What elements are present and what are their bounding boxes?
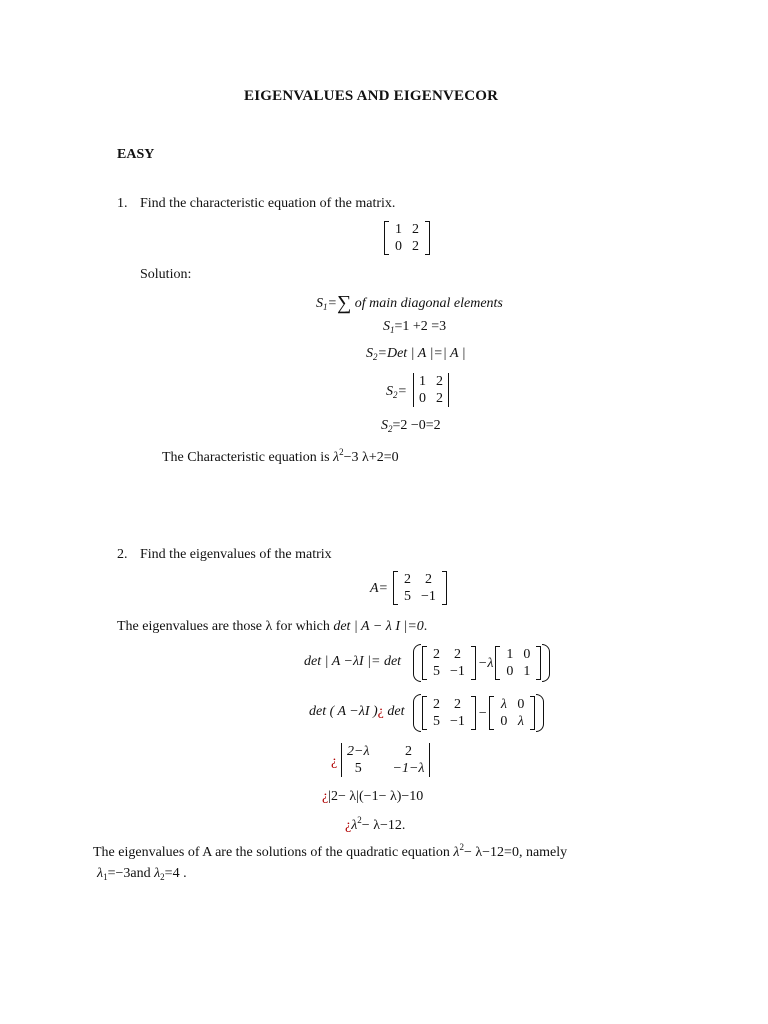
det-line-1-lhs: det | A −λI |= det	[304, 654, 402, 669]
namely-text: , namely	[518, 845, 568, 860]
matrix-cell: 0	[506, 664, 514, 679]
s2-determinant	[412, 373, 450, 407]
matrix-cell: −1	[450, 714, 465, 729]
matrix-cell: −1	[450, 664, 465, 679]
and-text: and	[130, 866, 151, 881]
s2-det-word: Det	[386, 346, 408, 361]
det-line-2-rhs: 2 2 5 −1 − λ 0 0 λ	[412, 696, 545, 730]
s1-calculation: $S_1=1 +2 =3$	[383, 319, 447, 335]
s2-determinant-label: $S_2=$	[386, 384, 407, 400]
matrix-cell: 1	[419, 374, 426, 389]
det-line-4	[322, 789, 423, 805]
intro-text: The eigenvalues are those λ for which	[117, 619, 330, 634]
question-1-text: Find the characteristic equation of the matrix.	[140, 196, 396, 211]
solution-label: Solution:	[140, 267, 192, 282]
section-heading: EASY	[117, 147, 155, 162]
matrix-cell: 0	[517, 697, 525, 712]
matrix-cell: 2	[453, 697, 461, 712]
matrix-cell: 2	[424, 572, 432, 587]
conclusion-text: The eigenvalues of A are the solutions of the quadratic equation	[93, 845, 450, 860]
intro-math: det | A − λ I |=0	[333, 619, 424, 634]
missing-glyph-3: ¿	[331, 754, 338, 769]
char-eq-lambda: λ	[333, 450, 340, 465]
missing-glyph-4: ¿	[322, 789, 329, 804]
matrix-cell: 2	[404, 572, 411, 587]
s1-definition: $S_1=\sum$ of main diagonal elements	[316, 292, 503, 314]
question-2-number: 2.	[117, 547, 128, 562]
matrix-cell: 1	[523, 664, 531, 679]
matrix-cell: 2	[433, 697, 440, 712]
lambda2-value: =4	[164, 866, 180, 881]
q1-matrix	[384, 221, 430, 255]
matrix-cell: 2	[453, 647, 461, 662]
s1-calc-value: =1 +2 =3	[394, 319, 447, 334]
conclusion-eq: − λ−12=0	[463, 845, 519, 860]
det-line-2-expr: det ( A −λI )	[309, 704, 378, 719]
matrix-cell: λ	[500, 697, 507, 712]
matrix-cell: 5	[433, 714, 440, 729]
question-2-text: Find the eigenvalues of the matrix	[140, 547, 332, 562]
matrix-cell: 0	[523, 647, 531, 662]
matrix-cell: 2	[436, 391, 443, 406]
matrix-cell: 5	[404, 589, 411, 604]
characteristic-equation: The Characteristic equation is $\lambda^2-3$ λ+2=0	[162, 447, 399, 465]
s1-definition-tail: of main diagonal elements	[354, 296, 503, 311]
conclusion-line-2: $\lambda_1=-3and$ $\lambda_2=4$ .	[97, 866, 187, 882]
char-eq-rest: −3 λ+2=0	[343, 450, 399, 465]
lambda1-value: =−3	[107, 866, 131, 881]
matrix-cell: 0	[395, 239, 402, 254]
matrix-cell: 2	[412, 239, 419, 254]
matrix-cell: 2	[433, 647, 440, 662]
matrix-cell: 2	[436, 374, 443, 389]
det-line-4-expr: |2− λ|(−1− λ)−10	[328, 789, 424, 804]
matrix-cell: 1	[395, 222, 402, 237]
matrix-cell: 0	[500, 714, 508, 729]
det-line-2-lhs	[309, 704, 404, 720]
s2-calc-value: =2 −0=2	[392, 418, 441, 433]
matrix-cell: 2	[405, 744, 412, 759]
char-eq-text: The Characteristic equation is	[162, 450, 330, 465]
det-line-1-rhs: 2 2 5 −1 −λ 1 0 0 1	[412, 646, 551, 680]
page-title: EIGENVALUES AND EIGENVECOR	[244, 88, 499, 104]
q2-matrix	[393, 571, 447, 605]
question-1-number: 1.	[117, 196, 128, 211]
sub-determinant	[340, 743, 431, 777]
conclusion-line-1: The eigenvalues of A are the solutions of the quadratic equation $\lambda^2- \lambda-12=0$, namely	[93, 842, 568, 860]
matrix-cell: λ	[517, 714, 524, 729]
det-line-5: ¿$\lambda^2- \lambda-12$.	[345, 815, 406, 833]
eigenvalue-intro: The eigenvalues are those λ for which det | A − λ I |=0.	[117, 619, 428, 634]
missing-glyph: ¿	[377, 704, 384, 719]
matrix-cell: 5	[354, 761, 362, 776]
s2-definition: $S_2=Det$ | A |=| A |	[366, 346, 466, 362]
matrix-cell: 5	[433, 664, 440, 679]
matrix-cell: −1	[421, 589, 436, 604]
matrix-cell: 2−λ	[347, 744, 370, 759]
q2-matrix-label: A=	[370, 581, 388, 596]
matrix-cell: 0	[419, 391, 426, 406]
matrix-cell: −1−λ	[392, 761, 425, 776]
det-line-5-expr: − λ−12.	[361, 818, 406, 833]
matrix-cell: 2	[412, 222, 419, 237]
missing-glyph-5: ¿	[345, 818, 352, 833]
matrix-cell: 1	[506, 647, 514, 662]
det-word: det	[387, 704, 405, 719]
s2-calculation: $S_2=2 -0=2$	[381, 418, 441, 434]
